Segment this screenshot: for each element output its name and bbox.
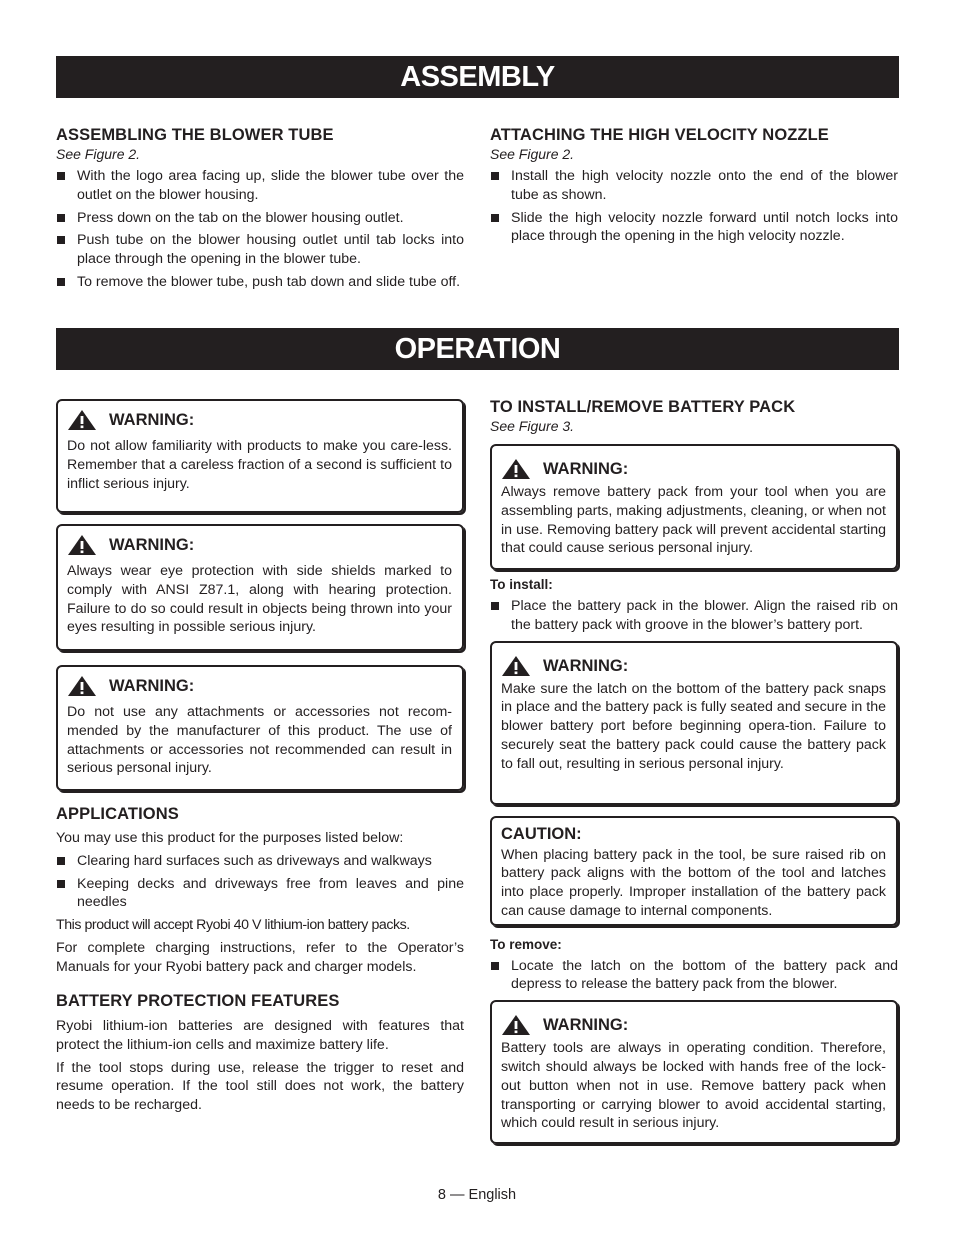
list-item: Press down on the tab on the blower housing outlet. — [56, 209, 464, 228]
list-item: With the logo area facing up, slide the blower tube over the outlet on the blower housing. — [56, 167, 464, 205]
assembly-banner: ASSEMBLY — [56, 56, 899, 98]
caution-label: CAUTION: — [501, 824, 582, 843]
to-install-label: To install: — [490, 577, 553, 592]
warning-box — [56, 399, 464, 513]
warning-icon — [67, 409, 97, 431]
figure-reference: See Figure 2. — [490, 146, 575, 162]
applications-section — [56, 804, 464, 981]
warning-box — [490, 444, 898, 570]
list-item: Install the high velocity nozzle onto the end of the blower tube as shown. — [490, 167, 898, 205]
section-title: TO INSTALL/REMOVE BATTERY PACK — [490, 398, 796, 416]
warning-text: Battery tools are always in operating condition. Therefore, switch should always be locked with hands free of the lock-out button when not in use. Remove battery pack when transporting or carrying blower to avoid accidental starting, which could result in serious injury. — [501, 1040, 886, 1132]
section-title: APPLICATIONS — [56, 805, 179, 823]
blower-tube-section — [56, 125, 464, 296]
warning-text: Do not allow familiarity with products to make you care-less. Remember that a careless fraction of a second is sufficient to inflict serious injury. — [67, 438, 452, 492]
paragraph: If the tool stops during use, release the trigger to reset and resume operation. If the tool still does not work, the battery needs to be recharged. — [56, 1059, 464, 1114]
list-item: Clearing hard surfaces such as driveways and walkways — [56, 852, 464, 871]
page-footer: 8 — English — [437, 1187, 517, 1203]
warning-icon — [501, 458, 531, 480]
paragraph: For complete charging instructions, refer to the Operator’s Manuals for your Ryobi battery pack and charger models. — [56, 939, 464, 975]
paragraph: You may use this product for the purposes listed below: — [56, 830, 404, 846]
list-item: Slide the high velocity nozzle forward until notch locks into place through the opening in the high velocity nozzle. — [490, 209, 898, 247]
warning-label: WARNING: — [109, 677, 195, 695]
paragraph: Ryobi lithium-ion batteries are designed with features that protect the lithium-ion cells and maximize battery life. — [56, 1018, 464, 1053]
warning-icon — [67, 534, 97, 556]
warning-box — [490, 1000, 898, 1144]
warning-label: WARNING: — [109, 536, 195, 554]
install-remove-section — [490, 397, 898, 1144]
battery-protection-section — [56, 991, 464, 1119]
warning-box — [56, 524, 464, 651]
figure-reference: See Figure 3. — [490, 418, 575, 434]
left-operation-column — [56, 399, 464, 791]
warning-icon — [501, 1014, 531, 1036]
list-item: Locate the latch on the bottom of the battery pack and depress to release the battery pack from the blower. — [490, 957, 898, 995]
section-title: BATTERY PROTECTION FEATURES — [56, 992, 340, 1010]
warning-label: WARNING: — [109, 411, 195, 429]
list-item: Keeping decks and driveways free from leaves and pine needles — [56, 875, 464, 913]
warning-label: WARNING: — [543, 460, 629, 478]
list-item: To remove the blower tube, push tab down and slide tube off. — [56, 273, 464, 292]
figure-reference: See Figure 2. — [56, 146, 141, 162]
list-item: Place the battery pack in the blower. Align the raised rib on the battery pack with groove in the blower’s battery port. — [490, 597, 898, 635]
warning-text: Always wear eye protection with side shields marked to comply with ANSI Z87.1, along with hearing protection. Failure to do so could result in objects being thrown into your eyes resulting in possible serious injury. — [67, 563, 452, 636]
warning-text: Do not use any attachments or accessories not recom-mended by the manufacturer of this product. The use of attachments or accessories not recommended can result in serious personal injury. — [67, 704, 452, 777]
operation-banner: OPERATION — [56, 328, 899, 370]
warning-icon — [67, 675, 97, 697]
warning-text: Make sure the latch on the bottom of the battery pack snaps in place and the battery pack is fully seated and secure in the blower battery port before beginning opera-tion. Failure to securely seat the battery pack could cause the battery pack to fall out, resulting in serious personal injury. — [501, 680, 886, 772]
warning-icon — [501, 655, 531, 677]
warning-box — [56, 665, 464, 791]
warning-text: Always remove battery pack from your tool when you are assembling parts, making adjustments, cleaning, or when not in use. Removing battery pack will prevent accidental starting that could cause serious personal injury. — [501, 484, 886, 557]
paragraph: This product will accept Ryobi 40 V lithium-ion battery packs. — [56, 917, 410, 934]
warning-label: WARNING: — [543, 1016, 629, 1035]
section-title: ATTACHING THE HIGH VELOCITY NOZZLE — [490, 126, 829, 144]
to-remove-label: To remove: — [490, 936, 562, 952]
list-item: Push tube on the blower housing outlet until tab locks into place through the opening in the blower tube. — [56, 231, 464, 269]
caution-box — [490, 816, 898, 926]
caution-text: When placing battery pack in the tool, be sure raised rib on battery pack aligns with the bottom of the tool and latches into place properly. Improper installation of the battery pack can cause damage to internal components. — [501, 846, 886, 919]
warning-label: WARNING: — [543, 656, 629, 675]
section-title: ASSEMBLING THE BLOWER TUBE — [56, 126, 334, 144]
nozzle-section — [490, 125, 898, 250]
warning-box — [490, 641, 898, 805]
